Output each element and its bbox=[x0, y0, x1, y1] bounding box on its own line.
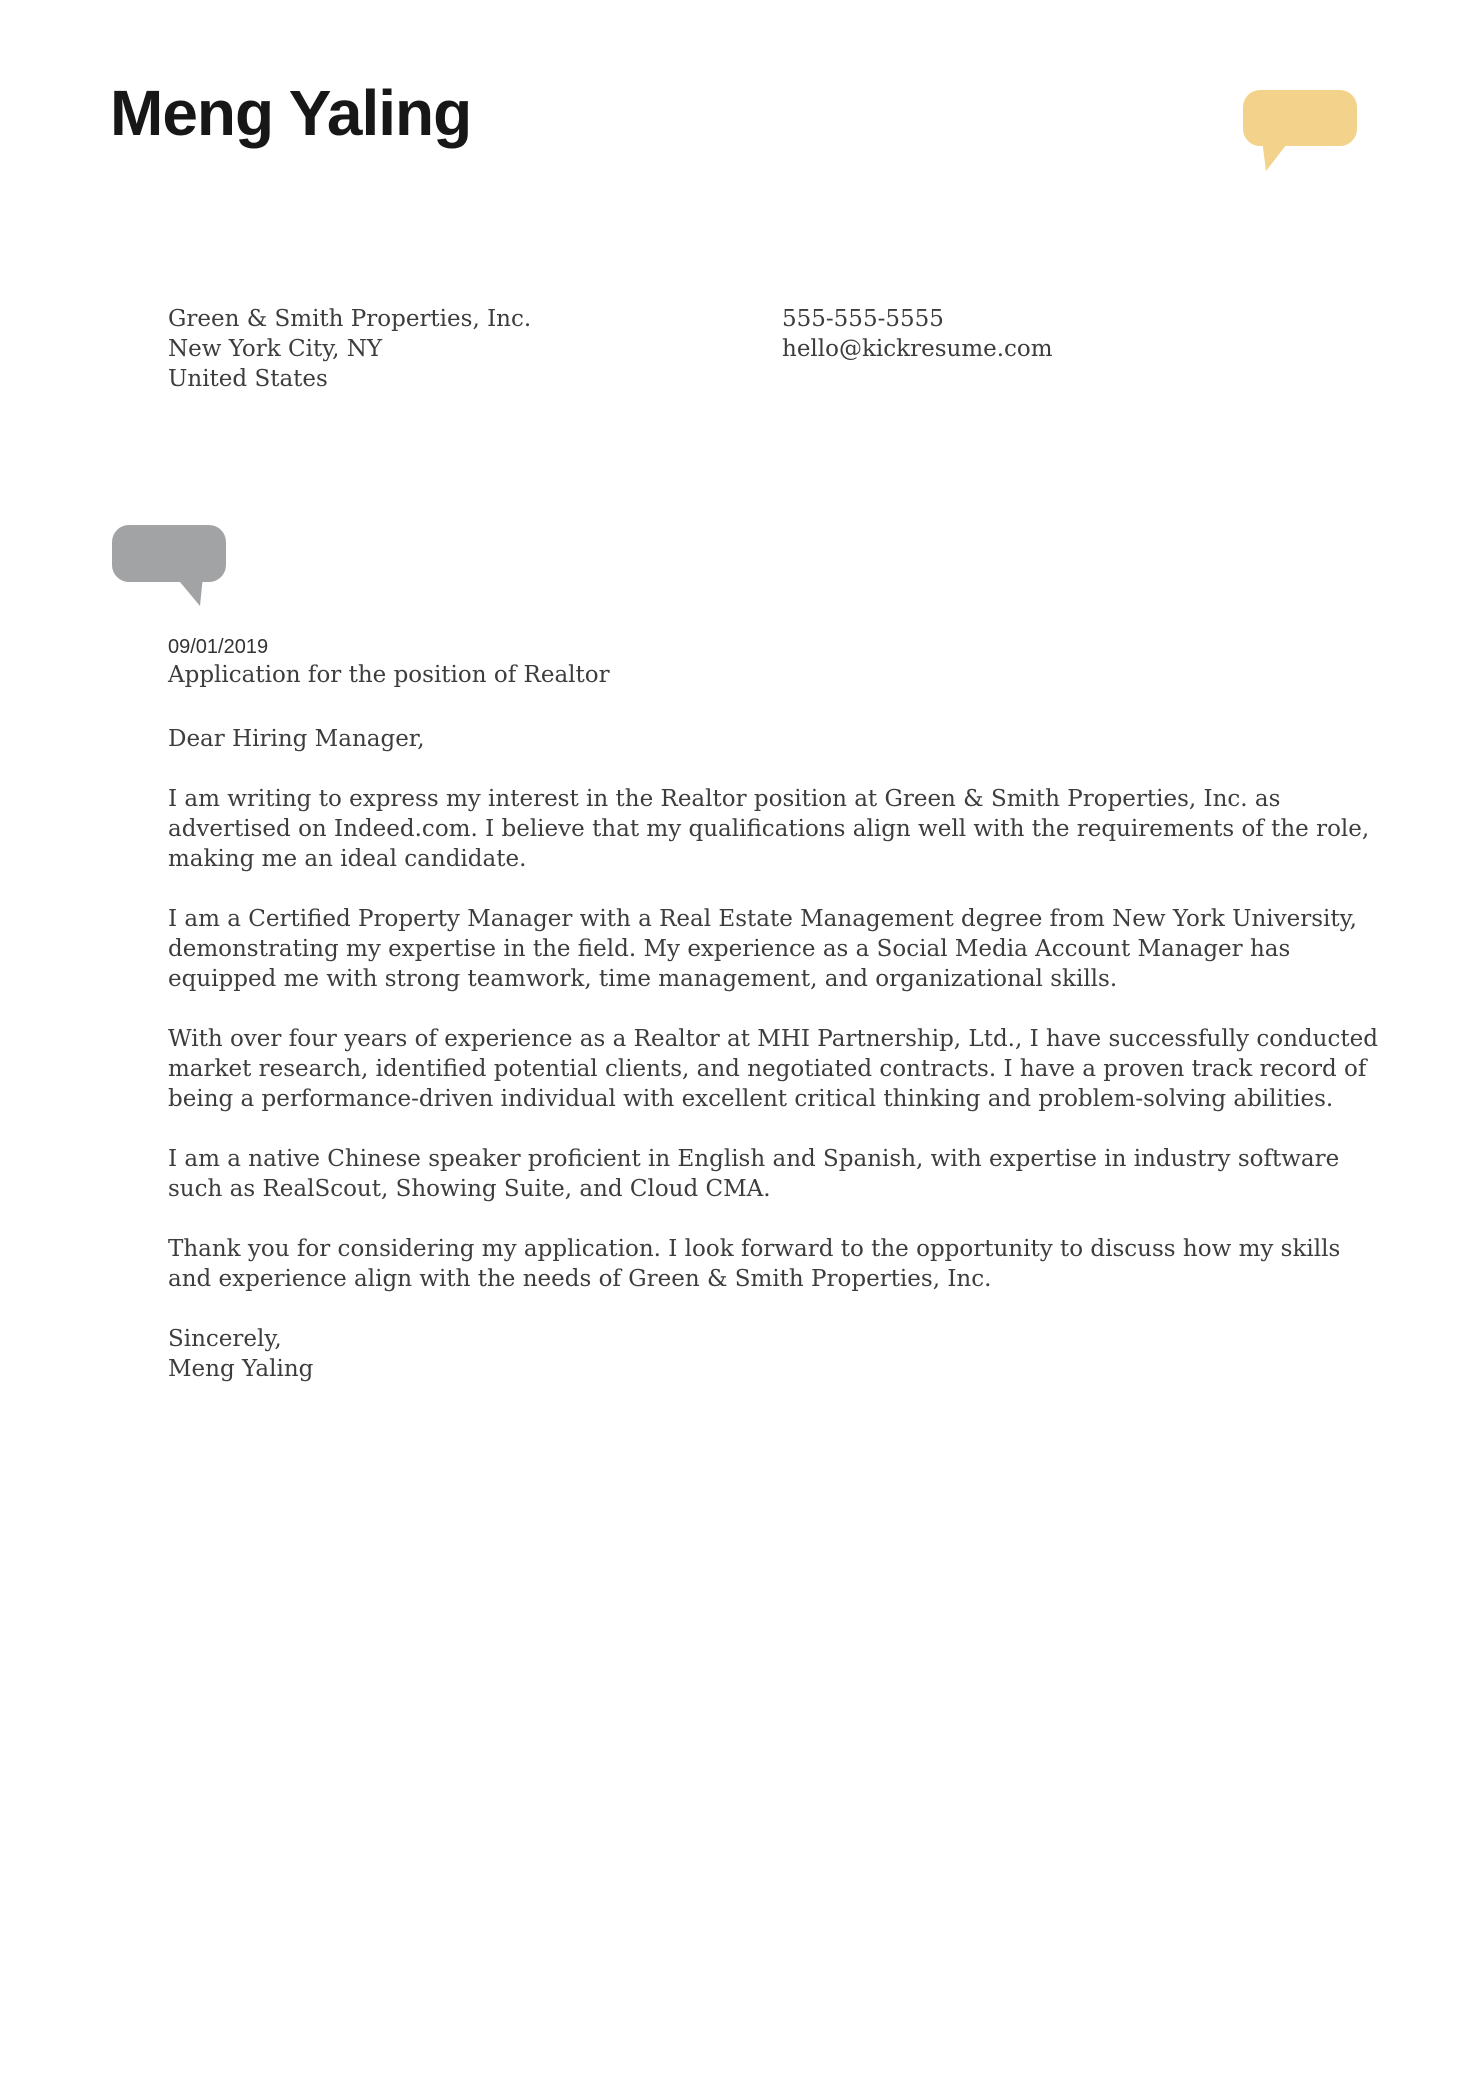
salutation: Dear Hiring Manager, bbox=[168, 726, 425, 752]
speech-bubble-body bbox=[1243, 90, 1357, 146]
letter-paragraph: I am a native Chinese speaker proficient in English and Spanish, with expertise in industry software such as RealScout, Showing Suite, and Cloud CMA. bbox=[168, 1146, 1340, 1202]
letter-paragraph: Thank you for considering my application. I look forward to the opportunity to discuss how my skills and experience align with the needs of Green & Smith Properties, Inc. bbox=[168, 1236, 1341, 1292]
letter-body bbox=[168, 724, 1388, 1384]
letter-paragraph: I am a Certified Property Manager with a Real Estate Management degree from New York University, demonstrating my expertise in the field. My experience as a Social Media Account Manager has equipped me with strong teamwork, time management, and organizational skills. bbox=[168, 906, 1357, 992]
page-title: Meng Yaling bbox=[110, 77, 472, 149]
recipient-country: United States bbox=[168, 366, 328, 392]
recipient-company: Green & Smith Properties, Inc. bbox=[168, 306, 532, 332]
letter-subject: Application for the position of Realtor bbox=[168, 662, 610, 688]
recipient-block bbox=[168, 304, 531, 394]
contact-email: hello@kickresume.com bbox=[782, 336, 1053, 362]
closing-salutation: Sincerely, bbox=[168, 1326, 282, 1352]
speech-bubble-tail bbox=[175, 576, 203, 606]
speech-bubble-icon bbox=[1243, 90, 1357, 174]
signature-name: Meng Yaling bbox=[168, 1356, 314, 1382]
contact-phone: 555-555-5555 bbox=[782, 306, 944, 332]
speech-bubble-icon bbox=[112, 525, 226, 609]
speech-bubble-body bbox=[112, 525, 226, 582]
letter-paragraph: I am writing to express my interest in the Realtor position at Green & Smith Properties, Inc. as advertised on Indeed.com. I believe that my qualifications align well with the requirements of the role, making me an ideal candidate. bbox=[168, 786, 1370, 872]
closing-block bbox=[168, 1324, 1388, 1384]
letter-date: 09/01/2019 bbox=[168, 636, 269, 658]
letter-paragraph: With over four years of experience as a Realtor at MHI Partnership, Ltd., I have successfully conducted market research, identified potential clients, and negotiated contracts. I have a proven track record of being a performance-driven individual with excellent critical thinking and problem-solving abilities. bbox=[168, 1026, 1378, 1112]
speech-bubble-tail bbox=[1262, 140, 1290, 171]
recipient-city: New York City, NY bbox=[168, 336, 383, 362]
contact-block bbox=[782, 304, 1053, 364]
